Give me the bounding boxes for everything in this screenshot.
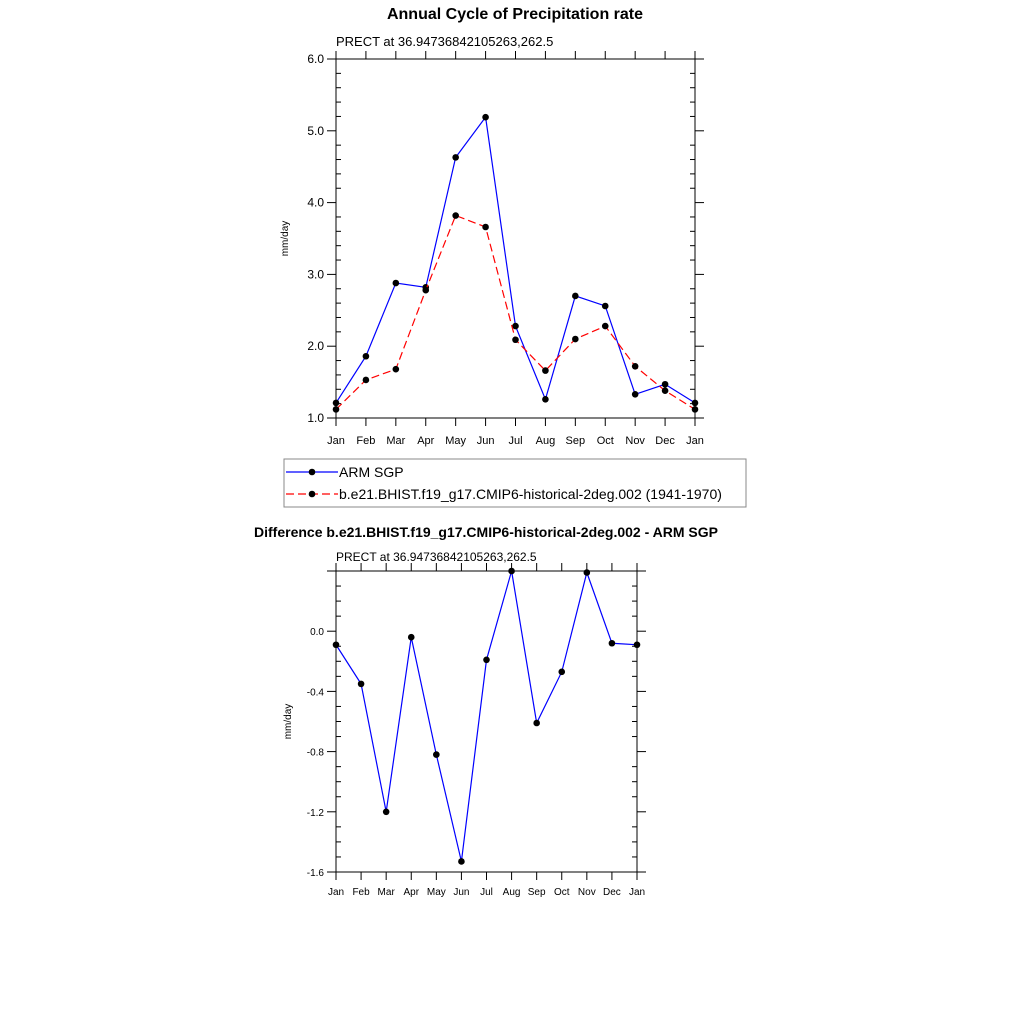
x-tick-label: Feb bbox=[356, 435, 376, 447]
y-tick-label: 3.0 bbox=[307, 267, 324, 282]
x-tick-label: Sep bbox=[527, 887, 546, 898]
x-tick-label: Jan bbox=[686, 435, 704, 447]
data-point bbox=[602, 323, 609, 330]
data-point bbox=[602, 303, 609, 310]
chart-subtitle: PRECT at 36.94736842105263,262.5 bbox=[336, 550, 537, 564]
series-line-2 bbox=[336, 216, 695, 410]
x-tick-label: Dec bbox=[603, 887, 621, 898]
data-point bbox=[632, 391, 639, 398]
x-tick-label: Nov bbox=[577, 887, 596, 898]
y-tick-label: -0.4 bbox=[306, 687, 324, 699]
data-point bbox=[533, 720, 540, 727]
data-point bbox=[383, 809, 390, 816]
chart-title: Annual Cycle of Precipitation rate bbox=[386, 6, 644, 23]
plot-frame bbox=[336, 571, 637, 872]
data-point bbox=[393, 366, 400, 373]
data-point bbox=[363, 377, 370, 384]
x-tick-label: Jun bbox=[476, 435, 495, 447]
chart-2 bbox=[327, 563, 646, 880]
series-line-1 bbox=[336, 571, 637, 861]
data-point bbox=[433, 751, 440, 758]
x-tick-label: Jan bbox=[327, 887, 345, 898]
y-tick-label: 2.0 bbox=[307, 339, 324, 354]
data-point bbox=[458, 858, 465, 865]
data-point bbox=[512, 336, 519, 343]
data-point bbox=[363, 353, 370, 360]
data-point bbox=[508, 568, 515, 575]
legend-label: b.e21.BHIST.f19_g17.CMIP6-historical-2deg.002 (1941-1970) bbox=[339, 486, 722, 502]
data-point bbox=[483, 656, 490, 663]
data-point bbox=[662, 387, 669, 394]
y-tick-label: -0.8 bbox=[306, 747, 324, 759]
data-point bbox=[512, 323, 519, 330]
data-point bbox=[634, 641, 641, 648]
x-tick-label: Mar bbox=[377, 887, 395, 898]
data-point bbox=[632, 363, 639, 370]
data-point bbox=[358, 681, 365, 688]
y-tick-label: 5.0 bbox=[307, 123, 324, 138]
data-point bbox=[482, 224, 489, 231]
x-tick-label: Oct bbox=[553, 887, 570, 898]
x-tick-label: Sep bbox=[565, 435, 586, 447]
x-tick-label: Aug bbox=[502, 887, 521, 898]
x-tick-label: Jul bbox=[508, 435, 523, 447]
y-axis-label: mm/day bbox=[280, 220, 291, 257]
data-point bbox=[393, 280, 400, 287]
data-point bbox=[572, 336, 579, 343]
chart-subtitle: PRECT at 36.94736842105263,262.5 bbox=[336, 34, 554, 49]
y-tick-label: -1.6 bbox=[306, 868, 324, 879]
y-tick-label: 4.0 bbox=[307, 195, 324, 210]
data-point bbox=[422, 287, 429, 294]
data-point bbox=[662, 381, 669, 388]
data-point bbox=[692, 400, 699, 407]
x-tick-label: May bbox=[426, 887, 446, 898]
chart-1 bbox=[327, 51, 704, 426]
x-tick-label: Feb bbox=[352, 887, 370, 898]
x-tick-label: Apr bbox=[417, 435, 435, 447]
data-point bbox=[333, 641, 340, 648]
data-point bbox=[452, 212, 459, 219]
series-line-1 bbox=[336, 117, 695, 403]
data-point bbox=[408, 634, 415, 641]
x-tick-label: Nov bbox=[625, 435, 645, 447]
x-tick-label: Dec bbox=[655, 435, 675, 447]
plot-frame bbox=[336, 59, 695, 418]
chart-title: Difference b.e21.BHIST.f19_g17.CMIP6-historical-2deg.002 - ARM SGP bbox=[254, 524, 718, 540]
data-point bbox=[572, 293, 579, 300]
y-tick-label: 6.0 bbox=[307, 52, 324, 66]
data-point bbox=[452, 154, 459, 161]
data-point bbox=[542, 396, 549, 403]
legend-marker bbox=[309, 469, 316, 476]
y-axis-label: mm/day bbox=[283, 703, 294, 740]
data-point bbox=[609, 640, 616, 647]
y-tick-label: 0.0 bbox=[310, 627, 324, 639]
data-point bbox=[482, 114, 489, 121]
data-point bbox=[333, 406, 340, 413]
x-tick-label: Oct bbox=[596, 435, 614, 447]
x-tick-label: Apr bbox=[403, 887, 420, 898]
data-point bbox=[558, 669, 565, 676]
data-point bbox=[333, 400, 340, 407]
y-tick-label: 1.0 bbox=[307, 411, 324, 425]
data-point bbox=[692, 406, 699, 413]
x-tick-label: Aug bbox=[535, 435, 556, 447]
data-point bbox=[584, 569, 591, 576]
data-point bbox=[542, 367, 549, 374]
y-tick-label: -1.2 bbox=[306, 807, 324, 819]
x-tick-label: Jun bbox=[453, 887, 470, 898]
x-tick-label: Jul bbox=[480, 887, 493, 898]
legend-label: ARM SGP bbox=[339, 464, 404, 480]
x-tick-label: Jan bbox=[327, 435, 345, 447]
x-tick-label: May bbox=[445, 435, 467, 447]
x-tick-label: Jan bbox=[628, 887, 646, 898]
x-tick-label: Mar bbox=[386, 435, 406, 447]
legend-marker bbox=[309, 491, 316, 498]
